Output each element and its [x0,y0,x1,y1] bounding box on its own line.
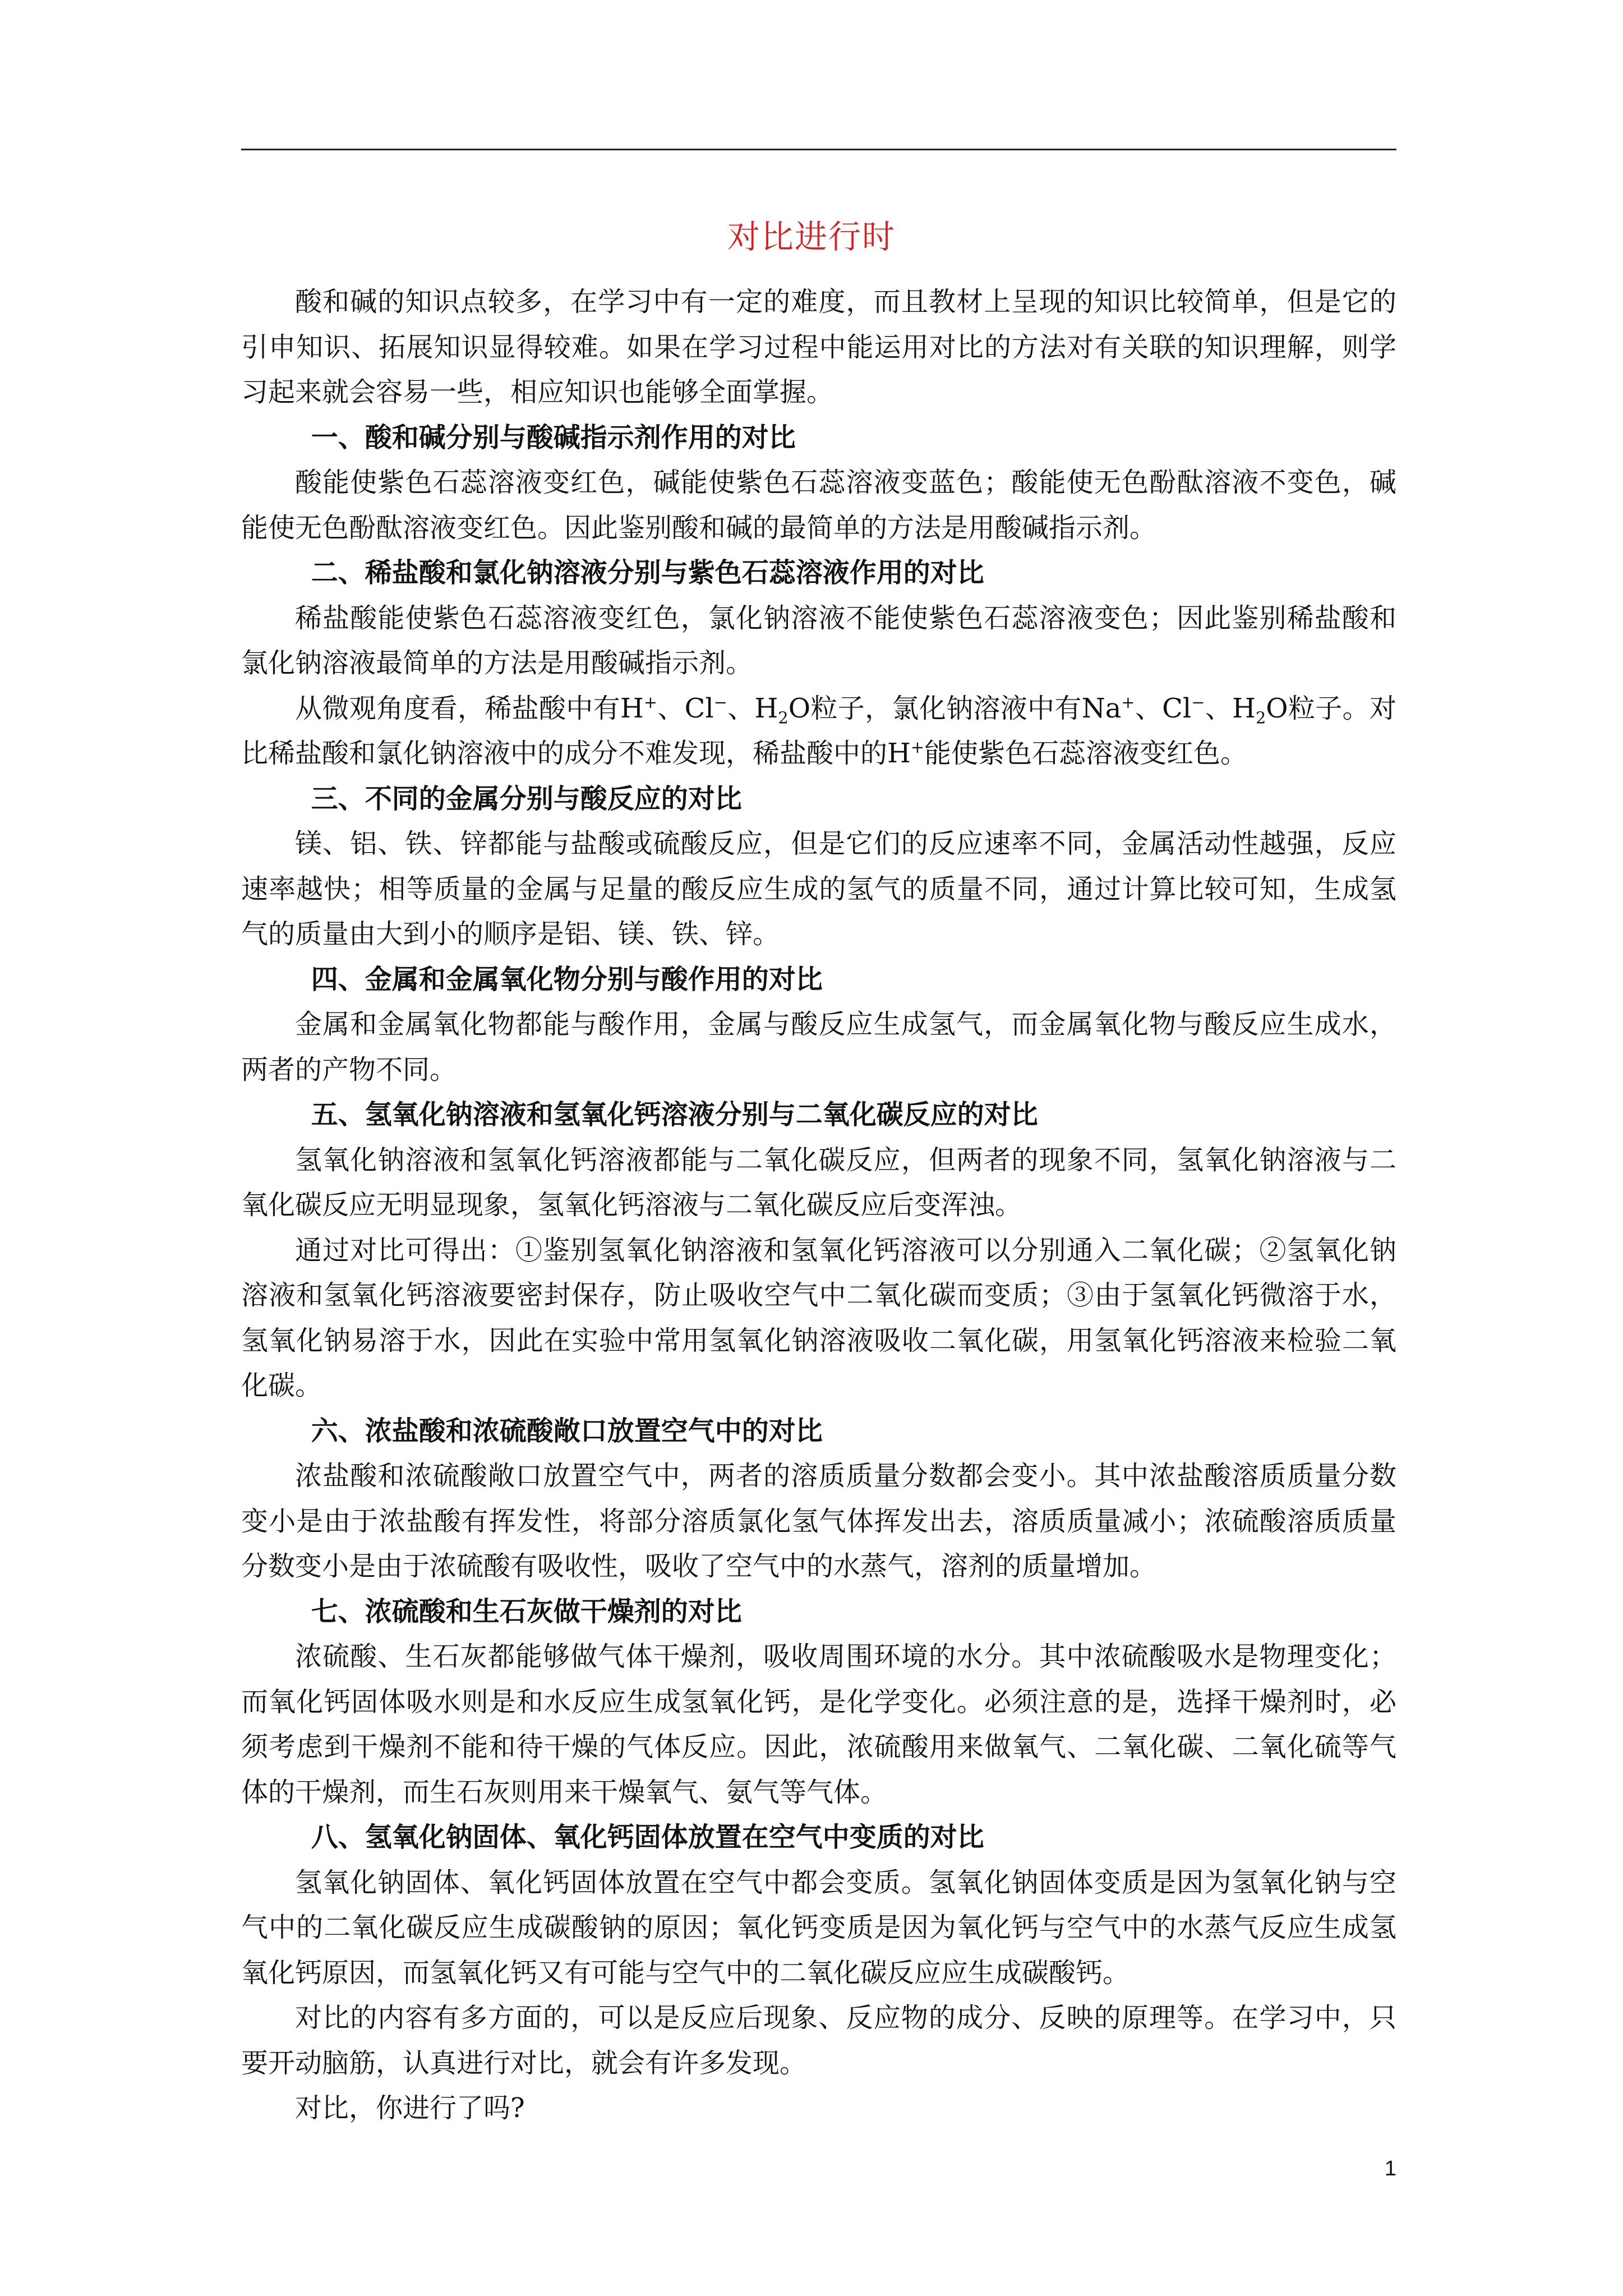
section-2-paragraph-1: 稀盐酸能使紫色石蕊溶液变红色，氯化钠溶液不能使紫色石蕊溶液变色；因此鉴别稀盐酸和氯化钠溶液最简单的方法是用酸碱指示剂。 [241,602,1396,679]
section-heading-4: 四、金属和金属氧化物分别与酸作用的对比 [311,963,823,995]
section-heading-5: 五、氢氧化钠溶液和氢氧化钙溶液分别与二氧化碳反应的对比 [311,1099,1038,1130]
section-6-paragraph: 浓盐酸和浓硫酸敞口放置空气中，两者的溶质质量分数都会变小。其中浓盐酸溶质质量分数变小是由于浓盐酸有挥发性，将部分溶质氯化氢气体挥发出去，溶质质量减小；浓硫酸溶质质量分数变小是由于浓硫酸有吸收性，吸收了空气中的水蒸气，溶剂的质量增加。 [241,1460,1396,1582]
section-3-paragraph: 镁、铝、铁、锌都能与盐酸或硫酸反应，但是它们的反应速率不同，金属活动性越强，反应速率越快；相等质量的金属与足量的酸反应生成的氢气的质量不同，通过计算比较可知，生成氢气的质量由大到小的顺序是铝、镁、铁、锌。 [241,828,1396,950]
closing-paragraph-2: 对比，你进行了吗? [295,2092,525,2124]
section-heading-7: 七、浓硫酸和生石灰做干燥剂的对比 [311,1595,742,1627]
section-2-paragraph-2: 从微观角度看，稀盐酸中有H+、Cl−、$H_2O$粒子，氯化钠溶液中有Na+、Cl−、$H_2O$粒子。对比稀盐酸和氯化钠溶液中的成分不难发现，稀盐酸中的H+能使紫色石蕊溶液变红色。 [241,692,1396,769]
section-heading-8: 八、氢氧化钠固体、氧化钙固体放置在空气中变质的对比 [311,1821,984,1853]
section-4-paragraph: 金属和金属氧化物都能与酸作用，金属与酸反应生成氢气，而金属氧化物与酸反应生成水，两者的产物不同。 [241,1009,1396,1085]
document-body [241,279,1396,2131]
section-1-paragraph: 酸能使紫色石蕊溶液变红色，碱能使紫色石蕊溶液变蓝色；酸能使无色酚酞溶液不变色，碱能使无色酚酞溶液变红色。因此鉴别酸和碱的最简单的方法是用酸碱指示剂。 [241,467,1396,544]
section-8-paragraph: 氢氧化钠固体、氧化钙固体放置在空气中都会变质。氢氧化钠固体变质是因为氢氧化钠与空气中的二氧化碳反应生成碳酸钠的原因；氧化钙变质是因为氧化钙与空气中的水蒸气反应生成氢氧化钙原因，而氢氧化钙又有可能与空气中的二氧化碳反应应生成碳酸钙。 [241,1866,1396,1989]
section-7-paragraph: 浓硫酸、生石灰都能够做气体干燥剂，吸收周围环境的水分。其中浓硫酸吸水是物理变化；而氧化钙固体吸水则是和水反应生成氢氧化钙，是化学变化。必须注意的是，选择干燥剂时，必须考虑到干燥剂不能和待干燥的气体反应。因此，浓硫酸用来做氧气、二氧化碳、二氧化硫等气体的干燥剂，而生石灰则用来干燥氧气、氨气等气体。 [241,1641,1396,1808]
intro-paragraph: 酸和碱的知识点较多，在学习中有一定的难度，而且教材上呈现的知识比较简单，但是它的引申知识、拓展知识显得较难。如果在学习过程中能运用对比的方法对有关联的知识理解，则学习起来就会容易一些，相应知识也能够全面掌握。 [241,286,1396,408]
section-heading-6: 六、浓盐酸和浓硫酸敞口放置空气中的对比 [311,1415,823,1447]
section-5-paragraph-2: 通过对比可得出：①鉴别氢氧化钠溶液和氢氧化钙溶液可以分别通入二氧化碳；②氢氧化钠溶液和氢氧化钙溶液要密封保存，防止吸收空气中二氧化碳而变质；③由于氢氧化钙微溶于水，氢氧化钠易溶于水，因此在实验中常用氢氧化钠溶液吸收二氧化碳，用氢氧化钙溶液来检验二氧化碳。 [241,1234,1396,1401]
closing-paragraph-1: 对比的内容有多方面的，可以是反应后现象、反应物的成分、反映的原理等。在学习中，只要开动脑筋，认真进行对比，就会有许多发现。 [241,2002,1396,2079]
page-number: 1 [1384,2157,1396,2180]
section-heading-2: 二、稀盐酸和氯化钠溶液分别与紫色石蕊溶液作用的对比 [311,557,984,588]
section-heading-1: 一、酸和碱分别与酸碱指示剂作用的对比 [311,421,796,453]
page-title: 对比进行时 [727,218,896,256]
header-rule [241,149,1396,150]
section-heading-3: 三、不同的金属分别与酸反应的对比 [311,783,742,815]
section-5-paragraph-1: 氢氧化钠溶液和氢氧化钙溶液都能与二氧化碳反应，但两者的现象不同，氢氧化钠溶液与二氧化碳反应无明显现象，氢氧化钙溶液与二氧化碳反应后变浑浊。 [241,1144,1396,1221]
